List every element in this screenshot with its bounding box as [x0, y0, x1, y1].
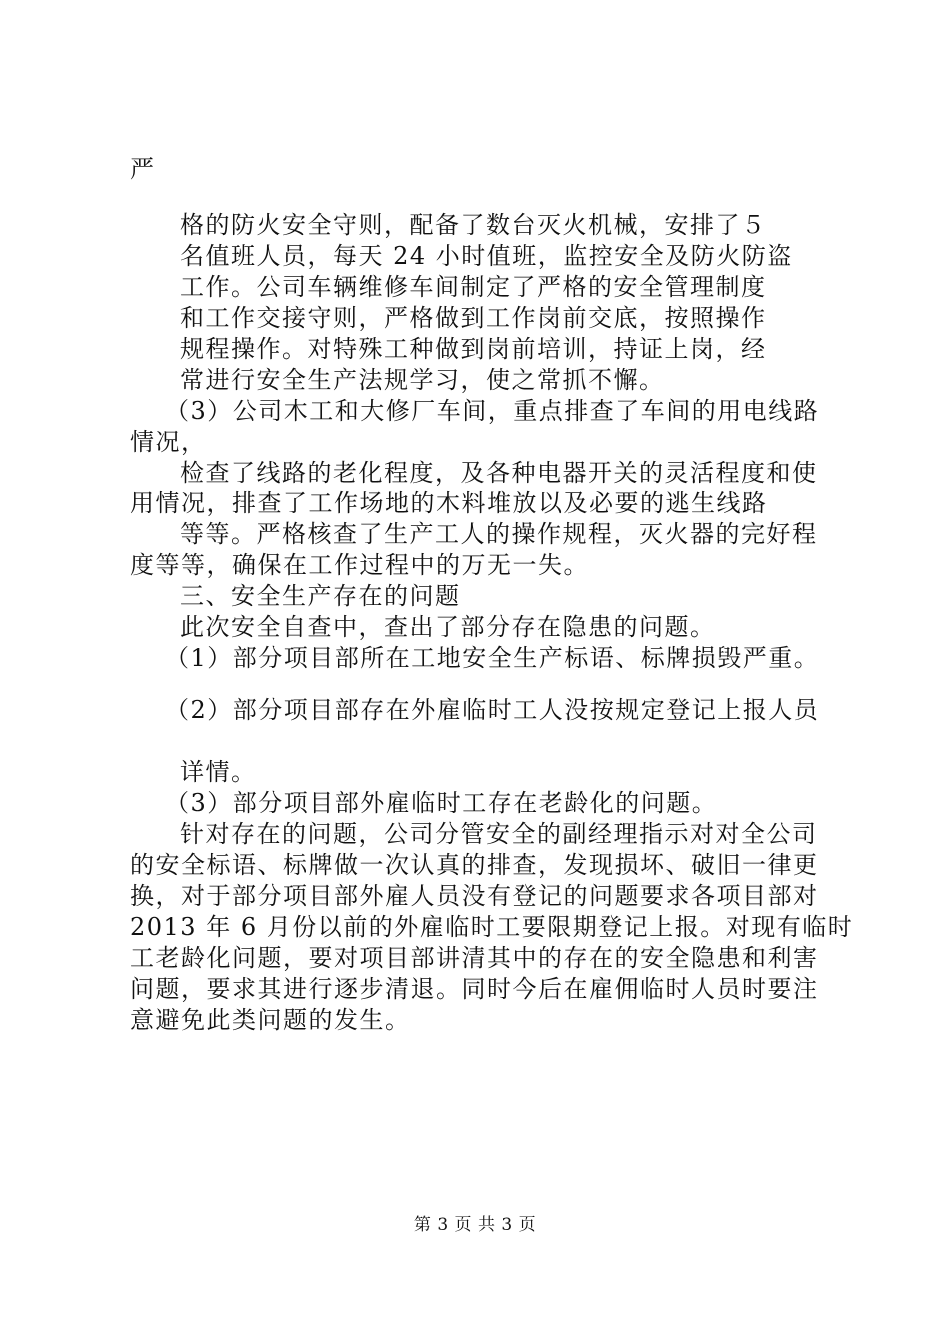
- text-line-18: 详情。: [180, 758, 257, 786]
- text-line-6: 规程操作。对特殊工种做到岗前培训，持证上岗，经: [180, 335, 767, 363]
- text-line-23: 2013 年 6 月份以前的外雇临时工要限期登记上报。对现有临时: [130, 913, 854, 941]
- text-line-20: 针对存在的问题，公司分管安全的副经理指示对对全公司: [180, 820, 818, 848]
- text-line-11: 用情况，排查了工作场地的木料堆放以及必要的逃生线路: [130, 489, 768, 517]
- text-line-25: 问题，要求其进行逐步清退。同时今后在雇佣临时人员时要注: [130, 975, 819, 1003]
- section-heading: 三、安全生产存在的问题: [180, 582, 461, 610]
- text-line-8: （3）公司木工和大修厂车间，重点排查了车间的用电线路: [165, 397, 820, 425]
- text-line-10: 检查了线路的老化程度，及各种电器开关的灵活程度和使: [180, 459, 818, 487]
- text-line-1: 严: [130, 155, 156, 183]
- text-line-3: 名值班人员，每天 24 小时值班，监控安全及防火防盗: [180, 242, 793, 270]
- text-line-5: 和工作交接守则，严格做到工作岗前交底，按照操作: [180, 304, 767, 332]
- text-line-9: 情况，: [130, 428, 207, 456]
- text-line-22: 换，对于部分项目部外雇人员没有登记的问题要求各项目部对: [130, 882, 819, 910]
- text-line-7: 常进行安全生产法规学习，使之常抓不懈。: [180, 366, 665, 394]
- text-line-17: （2）部分项目部存在外雇临时工人没按规定登记上报人员: [165, 696, 820, 724]
- text-line-13: 度等等，确保在工作过程中的万无一失。: [130, 551, 589, 579]
- text-line-15: 此次安全自查中，查出了部分存在隐患的问题。: [180, 613, 716, 641]
- text-line-16: （1）部分项目部所在工地安全生产标语、标牌损毁严重。: [165, 644, 820, 672]
- text-line-4: 工作。公司车辆维修车间制定了严格的安全管理制度: [180, 273, 767, 301]
- text-line-19: （3）部分项目部外雇临时工存在老龄化的问题。: [165, 789, 718, 817]
- text-line-26: 意避免此类问题的发生。: [130, 1006, 411, 1034]
- text-line-12: 等等。严格核查了生产工人的操作规程，灭火器的完好程: [180, 520, 818, 548]
- text-line-21: 的安全标语、标牌做一次认真的排查，发现损坏、破旧一律更: [130, 851, 819, 879]
- text-line-2: 格的防火安全守则，配备了数台灭火机械，安排了５: [180, 211, 767, 239]
- text-line-24: 工老龄化问题，要对项目部讲清其中的存在的安全隐患和利害: [130, 944, 819, 972]
- page-footer: 第 3 页 共 3 页: [413, 1215, 537, 1235]
